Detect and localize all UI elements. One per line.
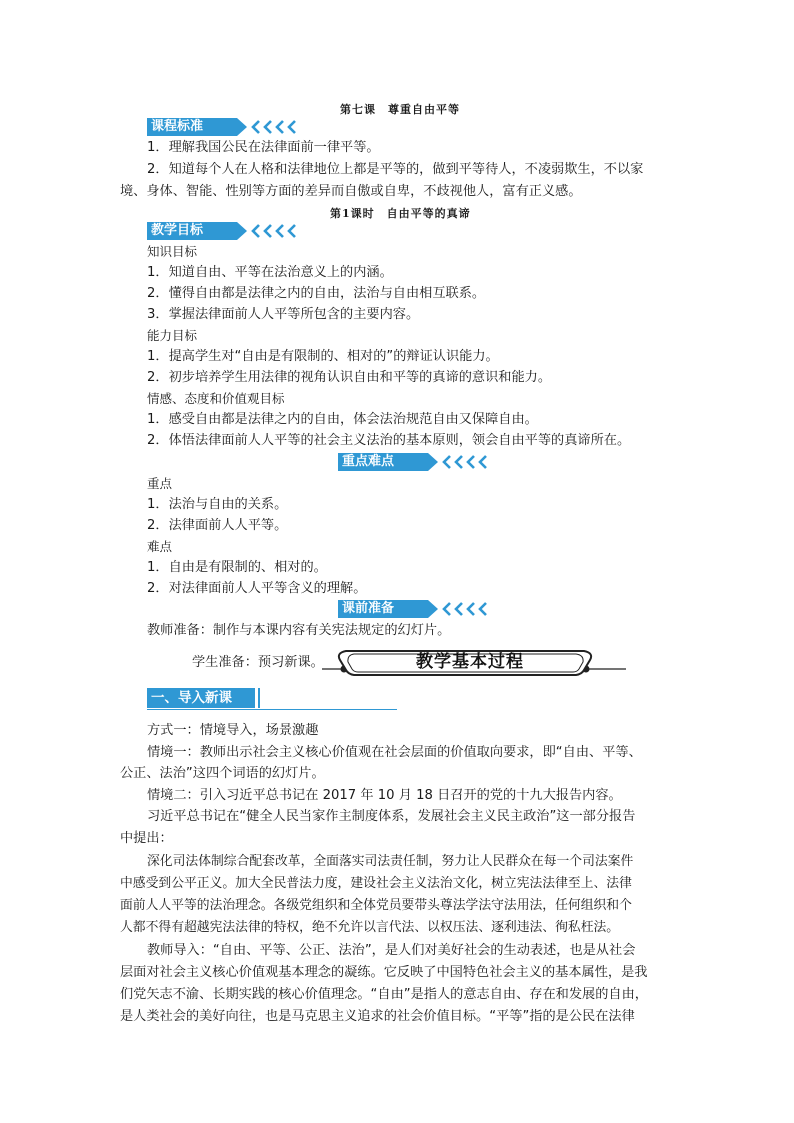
difficult-item-2: 2．对法律面前人人平等含义的理解。 [147, 581, 367, 596]
difficult-item-1: 1．自由是有限制的、相对的。 [147, 560, 327, 575]
key-item-1: 1．法治与自由的关系。 [147, 497, 288, 512]
intro-scene-1a: 情境一：教师出示社会主义核心价值观在社会层面的价值取向要求，即“自由、平等、 [147, 745, 642, 760]
process-banner [320, 640, 630, 680]
banner-curriculum [147, 118, 307, 136]
chevrons-icon [247, 118, 297, 136]
knowledge-item-3: 3．掌握法律面前人人平等所包含的主要内容。 [147, 307, 420, 322]
process-banner-label: 教学基本过程 [416, 652, 524, 672]
lesson-title: 第七课 尊重自由平等 [340, 103, 460, 116]
student-preparation: 学生准备：预习新课。 [192, 655, 324, 670]
ability-item-1: 1．提高学生对“自由是有限制的、相对的”的辩证认识能力。 [147, 349, 499, 364]
intro-scene-3a: 习近平总书记在“健全人民当家作主制度体系，发展社会主义民主政治”这一部分报告 [147, 809, 636, 824]
curriculum-line-3: 境、身体、智能、性别等方面的差异而自傲或自卑，不歧视他人，富有正义感。 [120, 184, 582, 199]
teacher-intro-4: 是人类社会的美好向往，也是马克思主义追求的社会价值目标。“平等”指的是公民在法律 [120, 1009, 635, 1024]
intro-method: 方式一：情境导入，场景激趣 [147, 723, 319, 738]
attitude-item-2: 2．体悟法律面前人人平等的社会主义法治的基本原则，领会自由平等的真谛所在。 [147, 433, 631, 448]
section-intro-label: 一、导入新课 [151, 690, 232, 706]
knowledge-item-2: 2．懂得自由都是法律之内的自由，法治与自由相互联系。 [147, 286, 486, 301]
chevrons-icon [438, 453, 488, 471]
quote-line-3: 面前人人平等的法治理念。各级党组织和全体党员要带头尊法学法守法用法，任何组织和个 [120, 898, 632, 913]
curriculum-line-1: 1．理解我国公民在法律面前一律平等。 [147, 140, 380, 155]
curriculum-line-2: 2．知道每个人在人格和法律地位上都是平等的，做到平等待人，不凌弱欺生，不以家 [147, 162, 644, 177]
section-intro-header [147, 688, 397, 710]
intro-scene-3b: 中提出： [120, 831, 173, 846]
teacher-intro-1: 教师导入：“自由、平等、公正、法治”，是人们对美好社会的生动表述，也是从社会 [147, 943, 636, 958]
quote-line-1: 深化司法体制综合配套改革，全面落实司法责任制，努力让人民群众在每一个司法案件 [147, 854, 634, 869]
chevrons-icon [438, 600, 488, 618]
key-heading: 重点 [147, 476, 173, 491]
attitude-heading: 情感、态度和价值观目标 [147, 391, 285, 406]
banner-key-points-label: 重点难点 [342, 454, 395, 469]
banner-objectives-label: 教学目标 [151, 223, 204, 238]
intro-scene-1b: 公正、法治”这四个词语的幻灯片。 [120, 766, 325, 781]
difficult-heading: 难点 [147, 539, 173, 554]
quote-line-4: 人都不得有超越宪法法律的特权，绝不允许以言代法、以权压法、逐利违法、徇私枉法。 [120, 920, 620, 935]
banner-preparation [338, 600, 488, 618]
banner-objectives [147, 222, 307, 240]
ability-item-2: 2．初步培养学生用法律的视角认识自由和平等的真谛的意识和能力。 [147, 370, 552, 385]
quote-line-2: 中感受到公平正义。加大全民普法力度，建设社会主义法治文化，树立宪法法律至上、法律 [120, 876, 632, 891]
period-title: 第1课时 自由平等的真谛 [330, 207, 471, 220]
key-item-2: 2．法律面前人人平等。 [147, 518, 288, 533]
section-intro-underline [147, 709, 397, 710]
intro-scene-2: 情境二：引入习近平总书记在 2017 年 10 月 18 日召开的党的十九大报告内容。 [147, 788, 622, 803]
chevrons-icon [247, 222, 297, 240]
section-intro-divider [258, 688, 260, 708]
banner-key-points [338, 453, 488, 471]
knowledge-heading: 知识目标 [147, 244, 198, 259]
knowledge-item-1: 1．知道自由、平等在法治意义上的内涵。 [147, 265, 393, 280]
teacher-preparation: 教师准备：制作与本课内容有关宪法规定的幻灯片。 [147, 623, 451, 638]
ability-heading: 能力目标 [147, 328, 198, 343]
teacher-intro-3: 们党矢志不渝、长期实践的核心价值理念。“自由”是指人的意志自由、存在和发展的自由， [120, 987, 648, 1002]
banner-curriculum-label: 课程标准 [151, 119, 204, 134]
banner-preparation-label: 课前准备 [342, 601, 395, 616]
teacher-intro-2: 层面对社会主义核心价值观基本理念的凝练。它反映了中国特色社会主义的基本属性，是我 [120, 965, 648, 980]
attitude-item-1: 1．感受自由都是法律之内的自由，体会法治规范自由又保障自由。 [147, 412, 538, 427]
